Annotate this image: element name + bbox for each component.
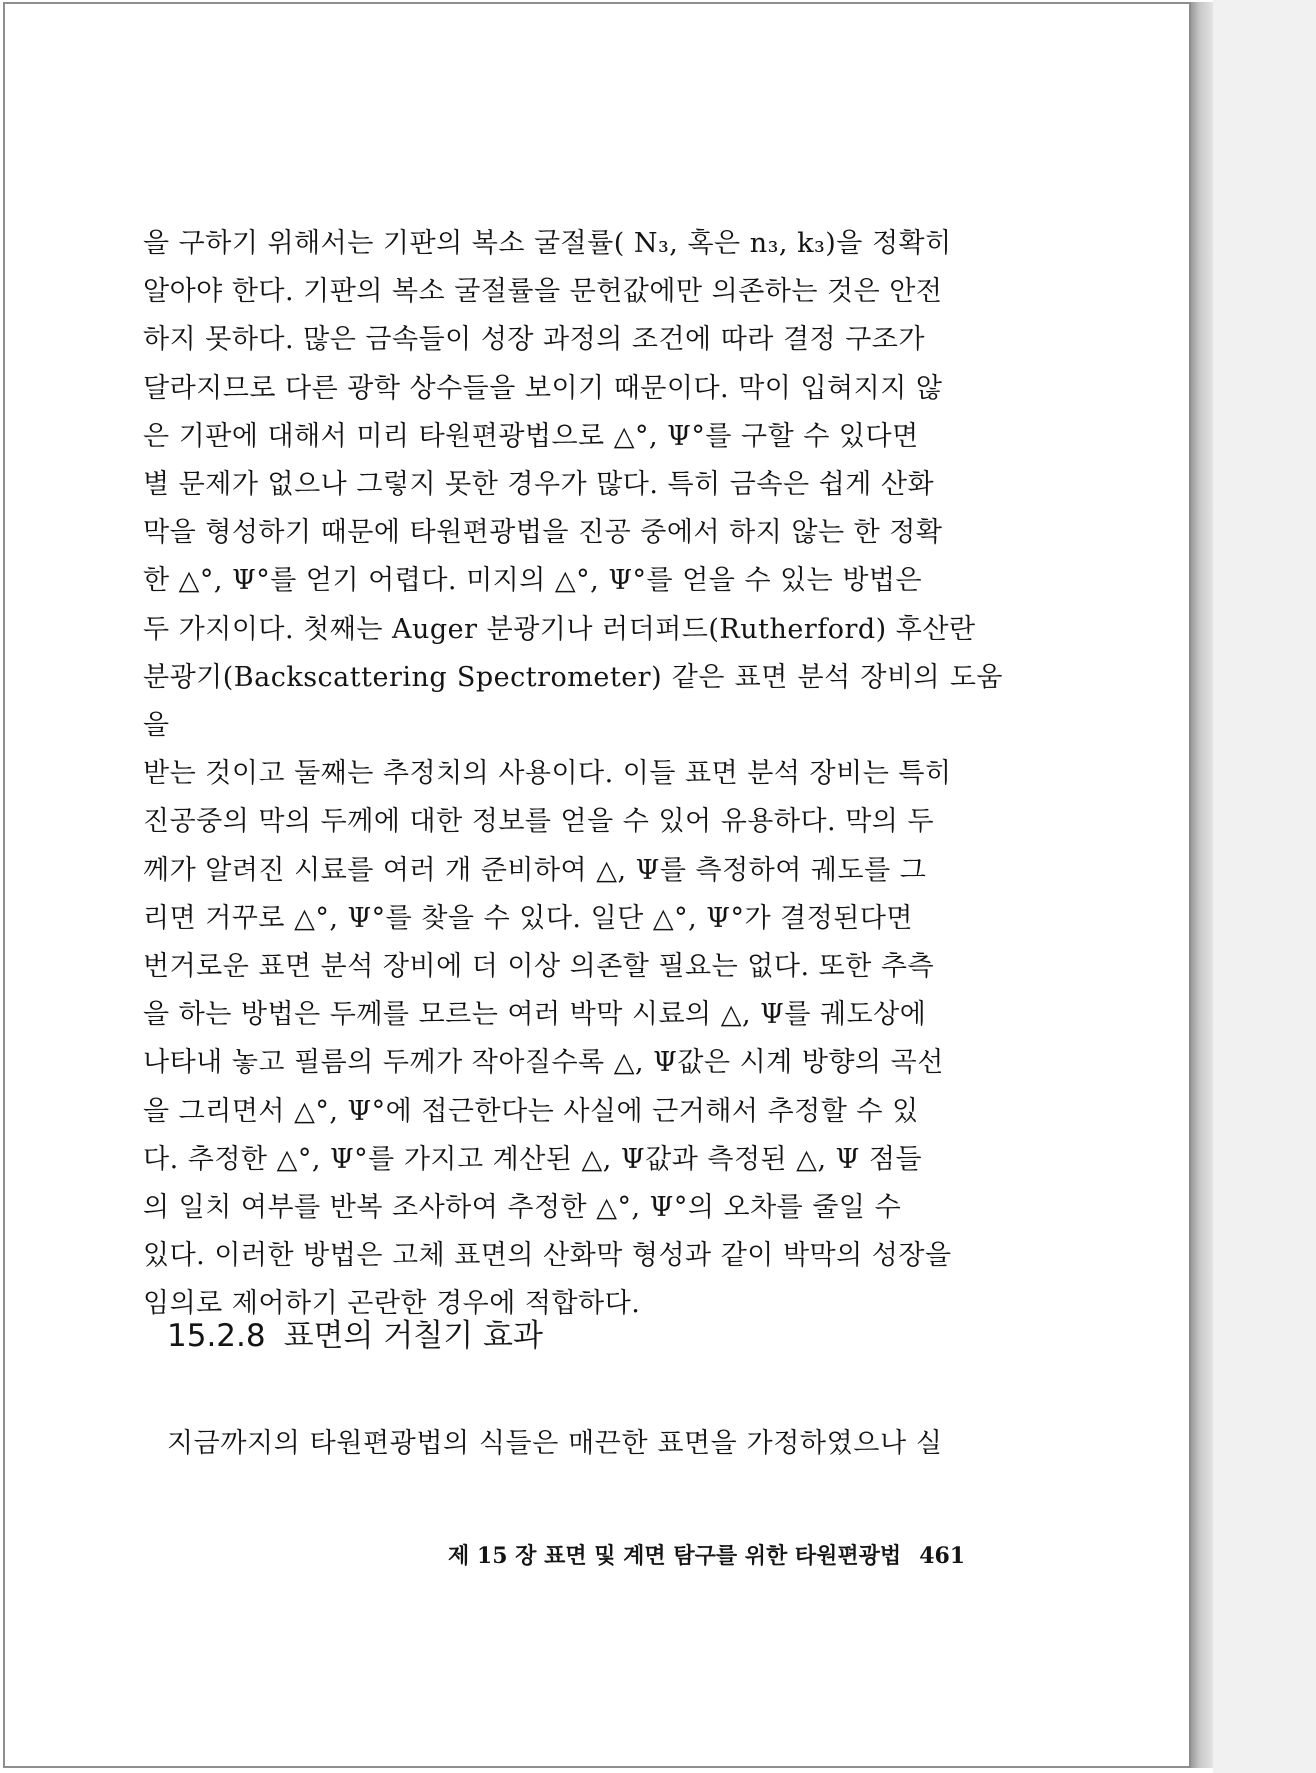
body-line: 은 기판에 대해서 미리 타원편광법으로 △°, Ψ°를 구할 수 있다면 [143,420,919,452]
body-paragraph [143,220,1003,1329]
body-line: 번거로운 표면 분석 장비에 더 이상 의존할 필요는 없다. 또한 추측 [143,951,935,983]
body-line: 나타내 놓고 필름의 두께가 작아질수록 △, Ψ값은 시계 방향의 곡선 [143,1047,944,1079]
body-line: 임의로 제어하기 곤란한 경우에 적합하다. [143,1288,641,1320]
body-line: 막을 형성하기 때문에 타원편광법을 진공 중에서 하지 않는 한 정확 [143,517,943,549]
body-line: 달라지므로 다른 광학 상수들을 보이기 때문이다. 막이 입혀지지 않 [143,372,943,404]
page-number: 461 [919,1543,966,1569]
body-line: 을 구하기 위해서는 기판의 복소 굴절률( N₃, 혹은 n₃, k₃)을 정확히 [143,228,952,259]
body-line: 리면 거꾸로 △°, Ψ°를 찾을 수 있다. 일단 △°, Ψ°가 결정된다면 [143,902,914,934]
scan-background [1213,0,1316,1773]
running-footer [448,1541,965,1571]
continued-paragraph: 지금까지의 타원편광법의 식들은 매끈한 표면을 가정하였으나 실 [167,1428,943,1459]
body-line: 두 가지이다. 첫째는 Auger 분광기나 러더퍼드(Rutherford) 후산란 [143,613,976,645]
section-title: 표면의 거칠기 효과 [283,1318,543,1354]
body-line: 진공중의 막의 두께에 대한 정보를 얻을 수 있어 유용하다. 막의 두 [143,806,935,838]
body-line: 받는 것이고 둘째는 추정치의 사용이다. 이들 표면 분석 장비는 특히 [143,758,952,790]
body-line: 께가 알려진 시료를 여러 개 준비하여 △, Ψ를 측정하여 궤도를 그 [143,854,927,886]
body-line: 하지 못하다. 많은 금속들이 성장 과정의 조건에 따라 결정 구조가 [143,324,925,356]
section-number: 15.2.8 [167,1318,266,1354]
body-line: 알아야 한다. 기판의 복소 굴절률을 문헌값에만 의존하는 것은 안전 [143,276,943,308]
section-heading [167,1316,543,1356]
body-line: 한 △°, Ψ°를 얻기 어렵다. 미지의 △°, Ψ°를 얻을 수 있는 방법은 [143,565,923,597]
chapter-title: 제 15 장 표면 및 계면 탐구를 위한 타원편광법 [448,1543,902,1569]
body-line: 다. 추정한 △°, Ψ°를 가지고 계산된 △, Ψ값과 측정된 △, Ψ 점들 [143,1143,923,1175]
body-line: 분광기(Backscattering Spectrometer) 같은 표면 분석 장비의 도움을 [143,661,1003,742]
body-line: 을 하는 방법은 두께를 모르는 여러 박막 시료의 △, Ψ를 궤도상에 [143,999,927,1031]
body-line: 의 일치 여부를 반복 조사하여 추정한 △°, Ψ°의 오차를 줄일 수 [143,1192,902,1224]
body-line: 별 문제가 없으나 그렇지 못한 경우가 많다. 특히 금속은 쉽게 산화 [143,469,935,501]
page-edge [1191,2,1213,1768]
body-line: 있다. 이러한 방법은 고체 표면의 산화막 형성과 같이 박막의 성장을 [143,1240,952,1272]
body-line: 을 그리면서 △°, Ψ°에 접근한다는 사실에 근거해서 추정할 수 있 [143,1095,919,1127]
